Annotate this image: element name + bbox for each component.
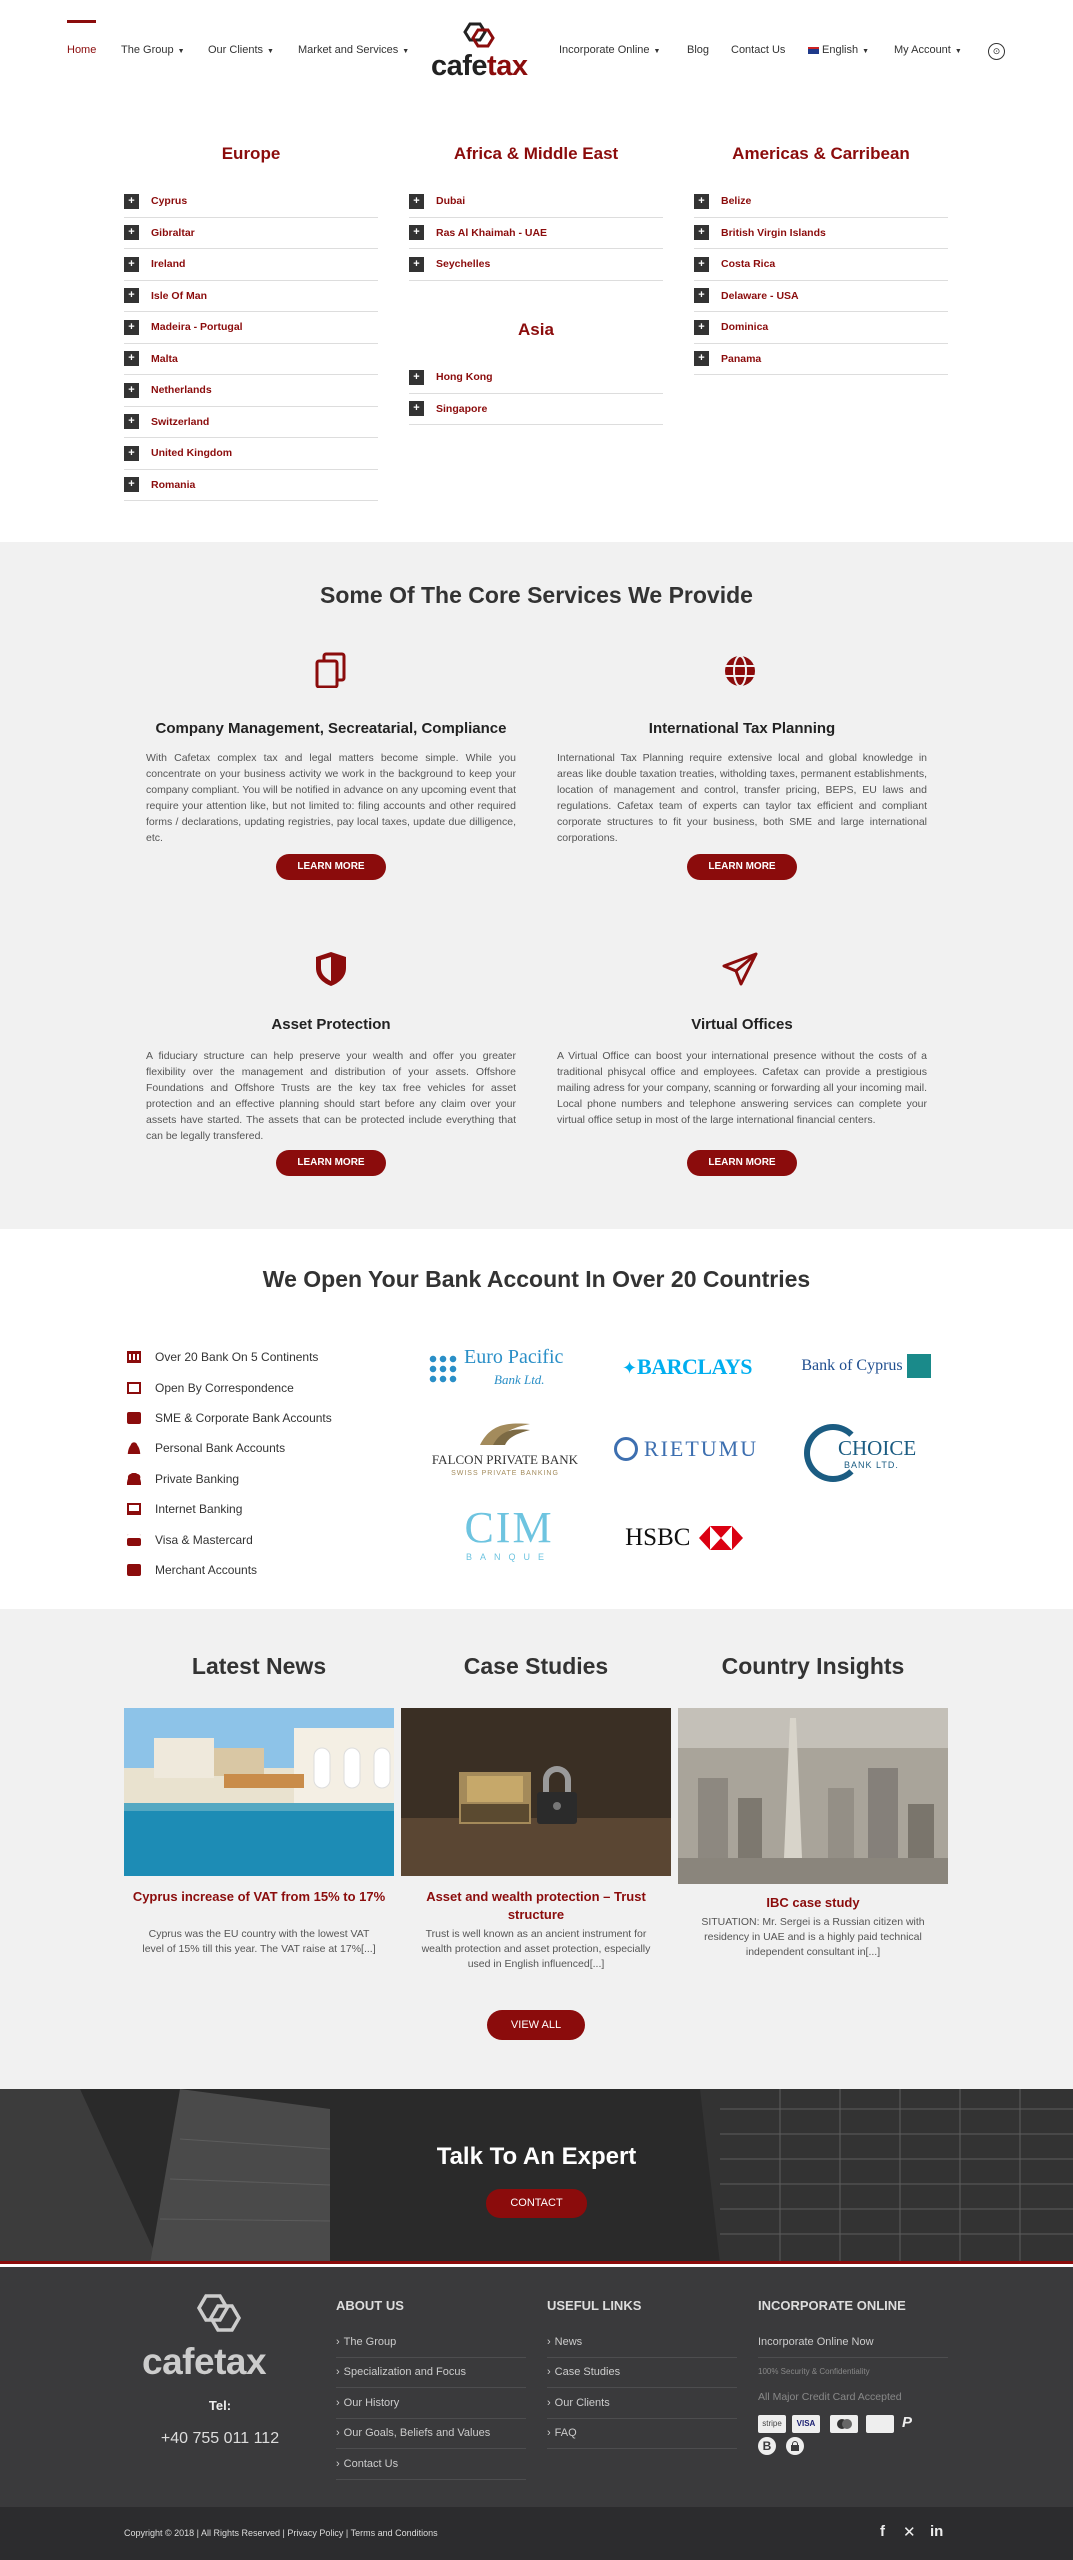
jurisdiction-label: Dubai: [436, 195, 466, 208]
tel-label: Tel:: [208, 2398, 232, 2413]
footer-link-label: Contact Us: [343, 2457, 399, 2470]
rietumu-emblem-icon: [614, 1437, 638, 1461]
footer-link[interactable]: [336, 2419, 526, 2450]
nav-incorporate-label: Incorporate Online: [559, 44, 650, 56]
news-title-ibc[interactable]: IBC case study: [766, 1895, 860, 1910]
about-us-heading: ABOUT US: [336, 2298, 404, 2313]
active-nav-indicator: [67, 20, 96, 23]
site-header: [0, 0, 1073, 110]
jurisdiction-item[interactable]: [409, 249, 663, 281]
list-item: [127, 1433, 332, 1463]
footer-link-label: Specialization and Focus: [343, 2366, 466, 2379]
hsbc-logo: [612, 1524, 756, 1556]
plus-icon[interactable]: +: [124, 225, 139, 240]
bitcoin-icon: B: [758, 2437, 776, 2455]
list-item: [127, 1555, 332, 1585]
jurisdiction-item[interactable]: [694, 312, 948, 344]
footer-link[interactable]: [336, 2327, 526, 2358]
nav-language[interactable]: [808, 44, 869, 56]
nav-the-group-label: The Group: [121, 44, 174, 56]
jurisdiction-label: Isle Of Man: [151, 289, 208, 302]
news-title-trust[interactable]: Asset and wealth protection – Trust structure: [426, 1889, 646, 1922]
jurisdiction-label: British Virgin Islands: [721, 226, 826, 239]
copyright-text: Copyright © 2018 | All Rights Reserved | Privacy Policy | Terms and Conditions: [124, 2528, 438, 2538]
footer-link-label: Our Goals, Beliefs and Values: [343, 2427, 491, 2440]
nav-contact-us[interactable]: Contact Us: [731, 44, 786, 56]
x-twitter-icon[interactable]: ✕: [903, 2524, 916, 2541]
jurisdiction-label: United Kingdom: [151, 447, 233, 460]
jurisdiction-label: Switzerland: [151, 415, 210, 428]
nav-home[interactable]: Home: [67, 44, 97, 56]
bank-feature-label: Visa & Mastercard: [155, 1532, 253, 1547]
plus-icon[interactable]: +: [694, 194, 709, 209]
chevron-right-icon: ›: [547, 2396, 551, 2409]
uk-flag-icon: [808, 47, 819, 54]
plus-icon[interactable]: +: [409, 401, 424, 416]
footer-link[interactable]: [547, 2388, 737, 2419]
credit-card-alt-icon: [127, 1564, 141, 1576]
credit-card-icon: [127, 1534, 141, 1546]
footer-link[interactable]: [336, 2358, 526, 2389]
jurisdiction-label: Cyprus: [151, 195, 188, 208]
plus-icon[interactable]: +: [124, 288, 139, 303]
visa-icon: VISA: [792, 2415, 820, 2433]
dots-icon: [428, 1354, 458, 1384]
nav-blog[interactable]: Blog: [687, 44, 710, 56]
footer-logo-cafe: cafe: [142, 2341, 215, 2382]
lock-secure-icon: [786, 2437, 804, 2455]
bank-feature-label: Merchant Accounts: [155, 1562, 258, 1577]
jurisdiction-item[interactable]: [694, 344, 948, 376]
phone-number[interactable]: +40 755 011 112: [160, 2430, 280, 2447]
rietumu-name: RIETUMU: [643, 1436, 759, 1461]
chevron-right-icon: ›: [336, 2427, 340, 2440]
news-title-vat[interactable]: Cyprus increase of VAT from 15% to 17%: [132, 1889, 386, 1904]
bank-feature-label: Private Banking: [155, 1471, 240, 1486]
plus-icon[interactable]: +: [124, 383, 139, 398]
paper-plane-icon: [722, 952, 758, 986]
chevron-right-icon: ›: [547, 2366, 551, 2379]
plus-icon[interactable]: +: [409, 194, 424, 209]
bank-of-cyprus-emblem-icon: [907, 1354, 931, 1378]
chevron-down-icon: ▼: [653, 48, 661, 55]
documents-icon: [314, 652, 348, 688]
learn-more-international-tax-button[interactable]: LEARN MORE: [687, 854, 797, 880]
bank-feature-label: Internet Banking: [155, 1502, 243, 1517]
plus-icon[interactable]: +: [694, 320, 709, 335]
nav-our-clients-label: Our Clients: [208, 44, 264, 56]
euro-pacific-sub: Bank Ltd.: [494, 1372, 545, 1387]
cart-icon[interactable]: ⊙: [988, 43, 1005, 60]
nav-the-group[interactable]: [121, 44, 185, 56]
jurisdiction-label: Costa Rica: [721, 258, 776, 271]
list-item: [127, 1372, 332, 1402]
jurisdiction-item[interactable]: [694, 218, 948, 250]
hsbc-hexagon-icon: [699, 1526, 743, 1550]
jurisdiction-item[interactable]: [124, 344, 378, 376]
jurisdiction-label: Gibraltar: [151, 226, 195, 239]
incorporate-online-heading: INCORPORATE ONLINE: [758, 2298, 906, 2313]
plus-icon[interactable]: +: [694, 288, 709, 303]
nav-my-account[interactable]: [894, 44, 962, 56]
nav-our-clients[interactable]: [208, 44, 274, 56]
falcon-private-bank-logo: [420, 1420, 590, 1490]
jurisdiction-label: Belize: [721, 195, 752, 208]
chevron-right-icon: ›: [336, 2457, 340, 2470]
news-text-ibc: SITUATION: Mr. Sergei is a Russian citizen with residency in UAE and is a highly paid technical independent consultant in[...]: [701, 1916, 925, 1958]
user-icon: [127, 1442, 141, 1454]
nav-incorporate-online[interactable]: [559, 44, 660, 56]
nav-market-services[interactable]: [298, 44, 409, 56]
footer-logo-tax: tax: [214, 2341, 267, 2382]
jurisdiction-label: Seychelles: [436, 258, 491, 271]
choice-sub: BANK LTD.: [844, 1460, 899, 1470]
jurisdiction-item[interactable]: [124, 438, 378, 470]
nav-language-label: English: [822, 44, 859, 56]
cim-name: CIM: [464, 1503, 554, 1552]
chevron-down-icon: ▼: [862, 48, 870, 55]
footer-link[interactable]: [547, 2419, 737, 2450]
falcon-sub: SWISS PRIVATE BANKING: [451, 1470, 559, 1477]
chevron-down-icon: ▼: [402, 48, 410, 55]
stripe-icon: stripe: [758, 2415, 786, 2433]
globe-icon: [723, 654, 757, 688]
americas-heading: Americas & Carribean: [732, 144, 910, 163]
europe-list: [124, 186, 378, 501]
footer-logo-text[interactable]: [142, 2341, 266, 2383]
chevron-down-icon: ▼: [954, 48, 962, 55]
footer-link-label: Our Clients: [554, 2396, 610, 2409]
bank-of-cyprus-name: Bank of Cyprus: [801, 1357, 903, 1375]
jurisdiction-item[interactable]: [694, 186, 948, 218]
plus-icon[interactable]: +: [124, 194, 139, 209]
jurisdiction-item[interactable]: [694, 249, 948, 281]
news-image-dubai[interactable]: [678, 1708, 948, 1884]
case-studies-heading: Case Studies: [463, 1653, 609, 1679]
africa-heading: Africa & Middle East: [453, 144, 619, 163]
amex-icon: [866, 2415, 894, 2433]
jurisdiction-item[interactable]: [409, 186, 663, 218]
logo-cafe-text: cafe: [431, 50, 488, 82]
jurisdiction-item[interactable]: [124, 407, 378, 439]
core-services-section: [0, 542, 1073, 1229]
jurisdiction-label: Malta: [151, 352, 178, 365]
footer-link[interactable]: [547, 2358, 737, 2389]
plus-icon[interactable]: +: [124, 257, 139, 272]
latest-news-heading: Latest News: [191, 1653, 327, 1679]
jurisdiction-label: Dominica: [721, 321, 769, 334]
plus-icon[interactable]: +: [124, 446, 139, 461]
service-text-international-tax: International Tax Planning require extensive local and global knowledge in areas like double taxation treaties, witholding taxes, permanent establishments, location of management and control, transfer pricing, BEPS, EU laws and regulations. Cafetax team of experts can taylor tax efficient and compliant corporate structures to fit your business, both SME and large international corporations.: [557, 752, 927, 844]
nav-market-services-label: Market and Services: [298, 44, 399, 56]
barclays-name: BARCLAYS: [637, 1354, 753, 1379]
africa-list: [409, 186, 663, 281]
jurisdiction-item[interactable]: [124, 281, 378, 313]
jurisdiction-label: Ras Al Khaimah - UAE: [436, 226, 548, 239]
building-background: [0, 2089, 1073, 2264]
service-text-asset-protection: A fiduciary structure can help preserve your wealth and offer you greater flexibility over the management and distribution of your assets. Offshore Foundations and Offshore Trusts are the key tax free vehicles for asset protection and an effective planning should start before any claim over your assets have started. The assets that can be protected include everything that can be legally transfered.: [146, 1050, 516, 1142]
footer-link-label: Case Studies: [554, 2366, 621, 2379]
facebook-icon[interactable]: f: [880, 2523, 885, 2540]
footer-link[interactable]: [336, 2449, 526, 2480]
bank-feature-label: SME & Corporate Bank Accounts: [155, 1410, 332, 1425]
asia-heading: Asia: [518, 320, 554, 339]
chevron-right-icon: ›: [336, 2335, 340, 2348]
footer-bottom-bar: [0, 2507, 1073, 2560]
footer-link-label: News: [554, 2335, 583, 2348]
jurisdiction-label: Netherlands: [151, 384, 212, 397]
useful-links-list: [547, 2327, 737, 2449]
bank-feature-label: Over 20 Bank On 5 Continents: [155, 1350, 319, 1365]
footer-logo-icon[interactable]: [191, 2293, 249, 2341]
jurisdiction-item[interactable]: [124, 249, 378, 281]
americas-list: [694, 186, 948, 375]
footer-link-label: The Group: [343, 2335, 397, 2348]
service-title-company-management: Company Management, Secreatarial, Compliance: [155, 720, 507, 737]
services-heading: Some Of The Core Services We Provide: [320, 582, 753, 608]
paypal-icon: P: [902, 2414, 913, 2431]
list-item: [127, 1494, 332, 1524]
bank-of-cyprus-logo: [786, 1354, 946, 1386]
choice-bank-logo: [800, 1422, 940, 1486]
about-us-list: [336, 2327, 526, 2480]
shield-icon: [313, 950, 349, 988]
bank-features-list: [127, 1342, 332, 1585]
linkedin-icon[interactable]: in: [930, 2523, 944, 2540]
news-image-marina[interactable]: [124, 1708, 394, 1876]
learn-more-virtual-offices-button[interactable]: LEARN MORE: [687, 1150, 797, 1176]
learn-more-asset-protection-button[interactable]: LEARN MORE: [276, 1150, 386, 1176]
service-text-virtual-offices: A Virtual Office can boost your international presence without the costs of a traditional phisycal office and employees. Cafetax can provide a prestigious mailing adress for your company, scanning or forwarding all your incoming mail. Local phone numbers and telephone answering services can complete your virtual office setup in most of the large international financial centers.: [557, 1050, 927, 1126]
plus-icon[interactable]: +: [694, 225, 709, 240]
service-title-asset-protection: Asset Protection: [271, 1016, 391, 1033]
plus-icon[interactable]: +: [124, 351, 139, 366]
asia-list: [409, 362, 663, 425]
chevron-down-icon: ▼: [177, 48, 185, 55]
jurisdiction-item[interactable]: [409, 394, 663, 426]
contact-button[interactable]: CONTACT: [486, 2189, 587, 2218]
list-item: [127, 1403, 332, 1433]
footer-link[interactable]: [336, 2388, 526, 2419]
service-text-company-management: With Cafetax complex tax and legal matters become simple. While you concentrate on your business activity we work in the background to keep your company compliant. You will be notified in advance on any upcoming event that require your attention like, but not limited to: filing accounts and other required forms / declarations, updating registries, pay local taxes, update due dilligence, etc.: [146, 752, 516, 844]
talk-to-expert-section: [0, 2089, 1073, 2264]
site-footer: [0, 2267, 1073, 2507]
footer-link-label: FAQ: [554, 2427, 577, 2440]
plus-icon[interactable]: +: [409, 257, 424, 272]
chevron-right-icon: ›: [547, 2335, 551, 2348]
talk-to-expert-heading: Talk To An Expert: [436, 2143, 637, 2170]
laptop-icon: [127, 1503, 141, 1515]
jurisdiction-item[interactable]: [409, 362, 663, 394]
news-image-padlock[interactable]: [401, 1708, 671, 1876]
bank-feature-label: Personal Bank Accounts: [155, 1441, 286, 1456]
jurisdiction-item[interactable]: [124, 375, 378, 407]
jurisdiction-label: Delaware - USA: [721, 289, 799, 302]
envelope-icon: [127, 1382, 141, 1394]
plus-icon[interactable]: +: [124, 320, 139, 335]
jurisdiction-item[interactable]: [124, 186, 378, 218]
plus-icon[interactable]: +: [124, 477, 139, 492]
falcon-name: FALCON PRIVATE BANK: [431, 1452, 579, 1467]
useful-links-heading: USEFUL LINKS: [547, 2298, 642, 2313]
hsbc-name: HSBC: [625, 1524, 691, 1551]
chevron-right-icon: ›: [336, 2396, 340, 2409]
falcon-wings-icon: [475, 1420, 535, 1446]
plus-icon[interactable]: +: [124, 414, 139, 429]
jurisdiction-label: Hong Kong: [436, 371, 493, 384]
jurisdiction-label: Madeira - Portugal: [151, 321, 243, 334]
jurisdiction-label: Ireland: [151, 258, 186, 271]
cim-sub: BANQUE: [465, 1552, 552, 1562]
nav-my-account-label: My Account: [894, 44, 951, 56]
footer-link-label: Our History: [343, 2396, 400, 2409]
news-text-trust: Trust is well known as an ancient instrument for wealth protection and asset protection, especially used in English influenced[...]: [421, 1928, 651, 1970]
jurisdiction-item[interactable]: [124, 312, 378, 344]
country-insights-heading: Country Insights: [721, 1653, 905, 1679]
jurisdiction-item[interactable]: [694, 281, 948, 313]
plus-icon[interactable]: +: [409, 370, 424, 385]
logo-tax-text: tax: [487, 50, 528, 82]
footer-link[interactable]: [547, 2327, 737, 2358]
security-note: 100% Security & Confidentiality: [758, 2367, 870, 2376]
cim-banque-logo: [446, 1504, 572, 1570]
service-title-virtual-offices: Virtual Offices: [691, 1016, 793, 1033]
choice-name: CHOICE: [838, 1436, 917, 1460]
jurisdiction-item[interactable]: [124, 218, 378, 250]
chevron-right-icon: ›: [547, 2427, 551, 2440]
users-icon: [127, 1473, 141, 1485]
chevron-down-icon: ▼: [267, 48, 274, 55]
jurisdiction-label: Singapore: [436, 402, 488, 415]
cafetax-logo-text[interactable]: [431, 50, 527, 83]
learn-more-company-management-button[interactable]: LEARN MORE: [276, 854, 386, 880]
bank-feature-label: Open By Correspondence: [155, 1380, 294, 1395]
euro-pacific-bank-logo: [424, 1344, 584, 1390]
news-text-vat: Cyprus was the EU country with the lowest VAT level of 15% till this year. The VAT raise at 17%[...]: [142, 1928, 376, 1955]
mastercard-icon: [830, 2415, 858, 2433]
chevron-right-icon: ›: [336, 2366, 340, 2379]
list-item: [127, 1524, 332, 1554]
europe-heading: Europe: [221, 144, 281, 163]
plus-icon[interactable]: +: [694, 257, 709, 272]
dubai-skyline-photo: [678, 1708, 948, 1884]
marina-photo: [124, 1708, 394, 1876]
list-item: [127, 1464, 332, 1494]
briefcase-icon: [127, 1412, 141, 1424]
plus-icon[interactable]: +: [694, 351, 709, 366]
barclays-logo: [612, 1354, 762, 1384]
jurisdiction-item[interactable]: [409, 218, 663, 250]
news-section: [0, 1609, 1073, 2089]
jurisdiction-label: Panama: [721, 352, 762, 365]
jurisdiction-label: Romania: [151, 478, 196, 491]
eagle-icon: ✦: [621, 1358, 638, 1378]
view-all-button[interactable]: VIEW ALL: [487, 2010, 585, 2040]
euro-pacific-name: Euro Pacific: [464, 1346, 564, 1368]
list-item: [127, 1342, 332, 1372]
service-title-international-tax: International Tax Planning: [648, 720, 836, 737]
cards-note: All Major Credit Card Accepted: [758, 2391, 902, 2403]
incorporate-online-now-link[interactable]: Incorporate Online Now: [758, 2327, 948, 2358]
bank-building-icon: [127, 1351, 141, 1363]
bank-accounts-heading: We Open Your Bank Account In Over 20 Countries: [262, 1266, 811, 1292]
rietumu-logo: [602, 1436, 770, 1470]
jurisdiction-item[interactable]: [124, 470, 378, 502]
plus-icon[interactable]: +: [409, 225, 424, 240]
padlock-photo: [401, 1708, 671, 1876]
